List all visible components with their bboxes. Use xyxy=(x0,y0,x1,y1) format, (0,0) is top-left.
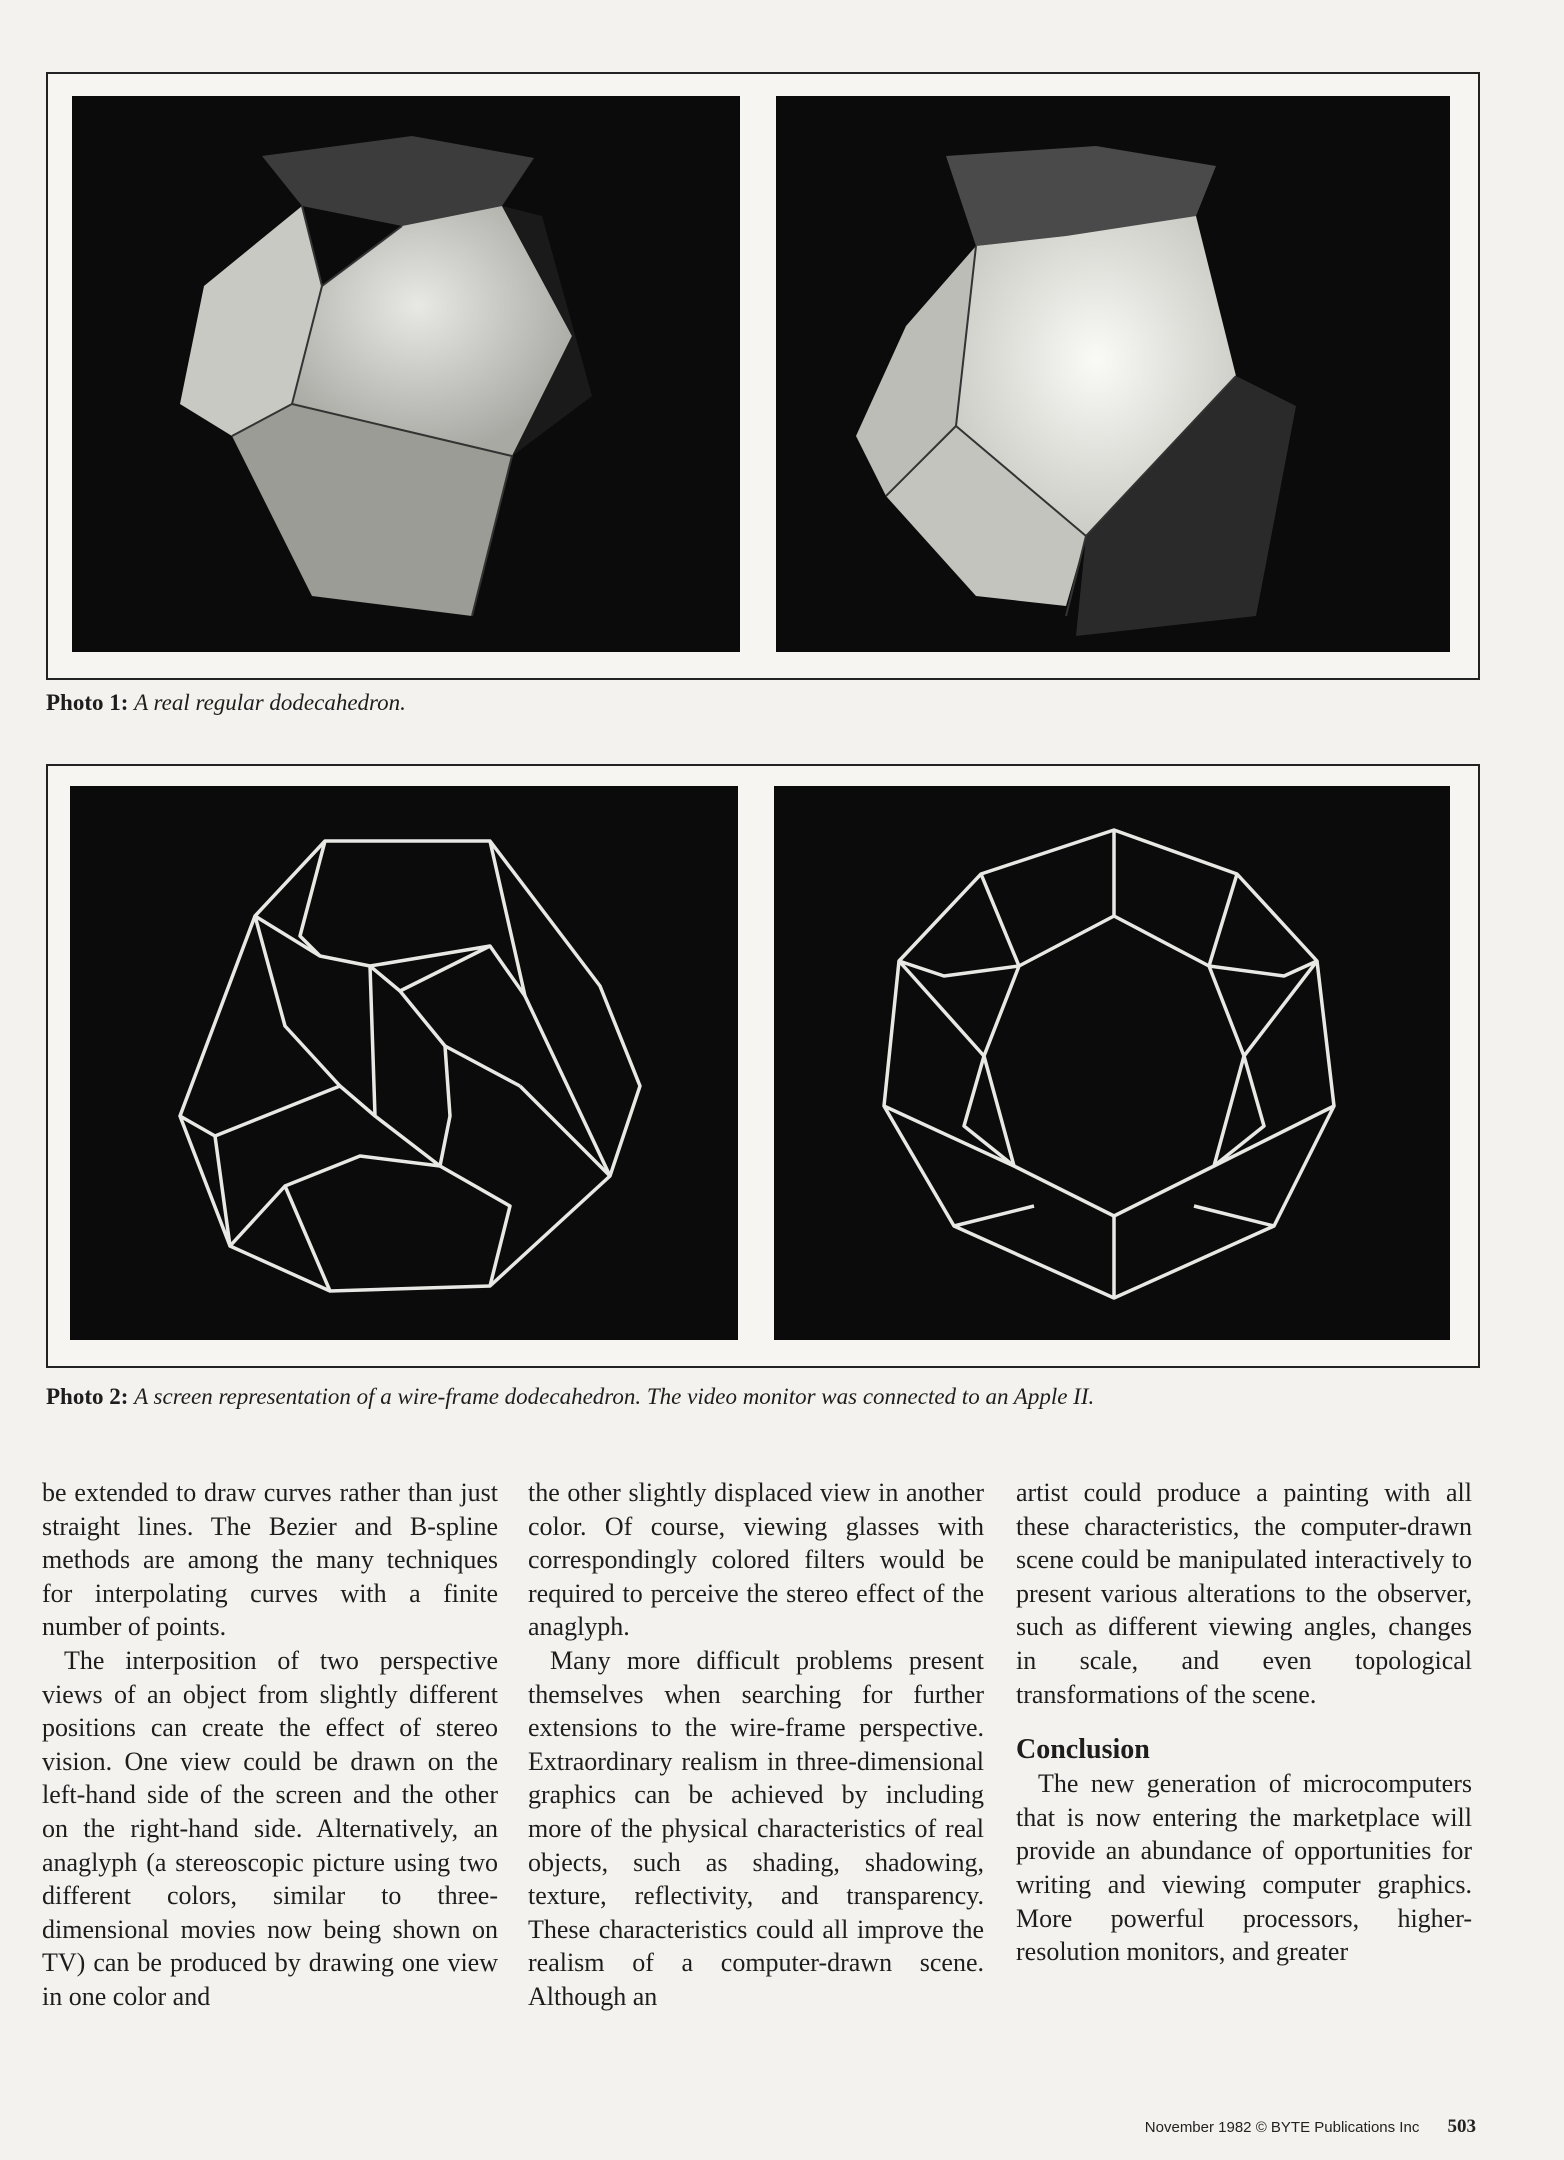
photo2-left-image xyxy=(70,786,738,1340)
col3-paragraph-2: The new generation of microcomputers that is now entering the marketplace will provide an abundance of opportunities for writing and viewing computer graphics. More powerful processors, higher-resolution monitors, and greater xyxy=(1016,1769,1472,1967)
photo2-right-image xyxy=(774,786,1450,1340)
photo2-caption-text: A screen representation of a wire-frame dodecahedron. The video monitor was connected to an Apple II. xyxy=(134,1384,1095,1409)
photo1-left-image xyxy=(72,96,740,652)
page-footer xyxy=(1145,2116,1476,2138)
text-column-3 xyxy=(1016,1476,1472,1969)
photo1-caption xyxy=(46,690,406,716)
col2-paragraph-2: Many more difficult problems present themselves when searching for further extensions to the wire-frame perspective. Extraordinary realism in three-dimensional graphics can be achieved by including more of the physical characteristics of real objects, such as shading, shadowing, texture, reflectivity, and transparency. These characteristics could all improve the realism of a computer-drawn scene. Although an xyxy=(528,1645,984,2011)
photo1-right-image xyxy=(776,96,1450,652)
photo2-caption-label: Photo 2: xyxy=(46,1384,129,1409)
col2-paragraph-1: the other slightly displaced view in another color. Of course, viewing glasses with correspondingly colored filters would be required to perceive the stereo effect of the anaglyph. xyxy=(528,1478,984,1642)
text-column-2 xyxy=(528,1476,984,2014)
photo1-caption-label: Photo 1: xyxy=(46,690,129,715)
footer-date-publisher: November 1982 © BYTE Publications Inc xyxy=(1144,2119,1420,2136)
col3-paragraph-1: artist could produce a painting with all these characteristics, the computer-drawn scene could be manipulated interactively to present various alterations to the observer, such as different viewing angles, changes in scale, and even topological transformations of the scene. xyxy=(1016,1478,1472,1709)
col1-paragraph-1: be extended to draw curves rather than just straight lines. The Bezier and B-spline methods are among the many techniques for interpolating curves with a finite number of points. xyxy=(42,1478,498,1642)
text-column-1 xyxy=(42,1476,498,2014)
photo2-caption xyxy=(46,1384,1094,1410)
section-heading-conclusion: Conclusion xyxy=(1016,1734,1150,1766)
page-number: 503 xyxy=(1447,2116,1476,2137)
col1-paragraph-2: The interposition of two perspective views of an object from slightly different positions can create the effect of stereo vision. One view could be drawn on the left-hand side of the screen and the other on the right-hand side. Alternatively, an anaglyph (a stereoscopic picture using two different colors, similar to three-dimensional movies now being shown on TV) can be produced by drawing one view in one color and xyxy=(42,1645,498,2011)
photo1-caption-text: A real regular dodecahedron. xyxy=(134,690,406,715)
